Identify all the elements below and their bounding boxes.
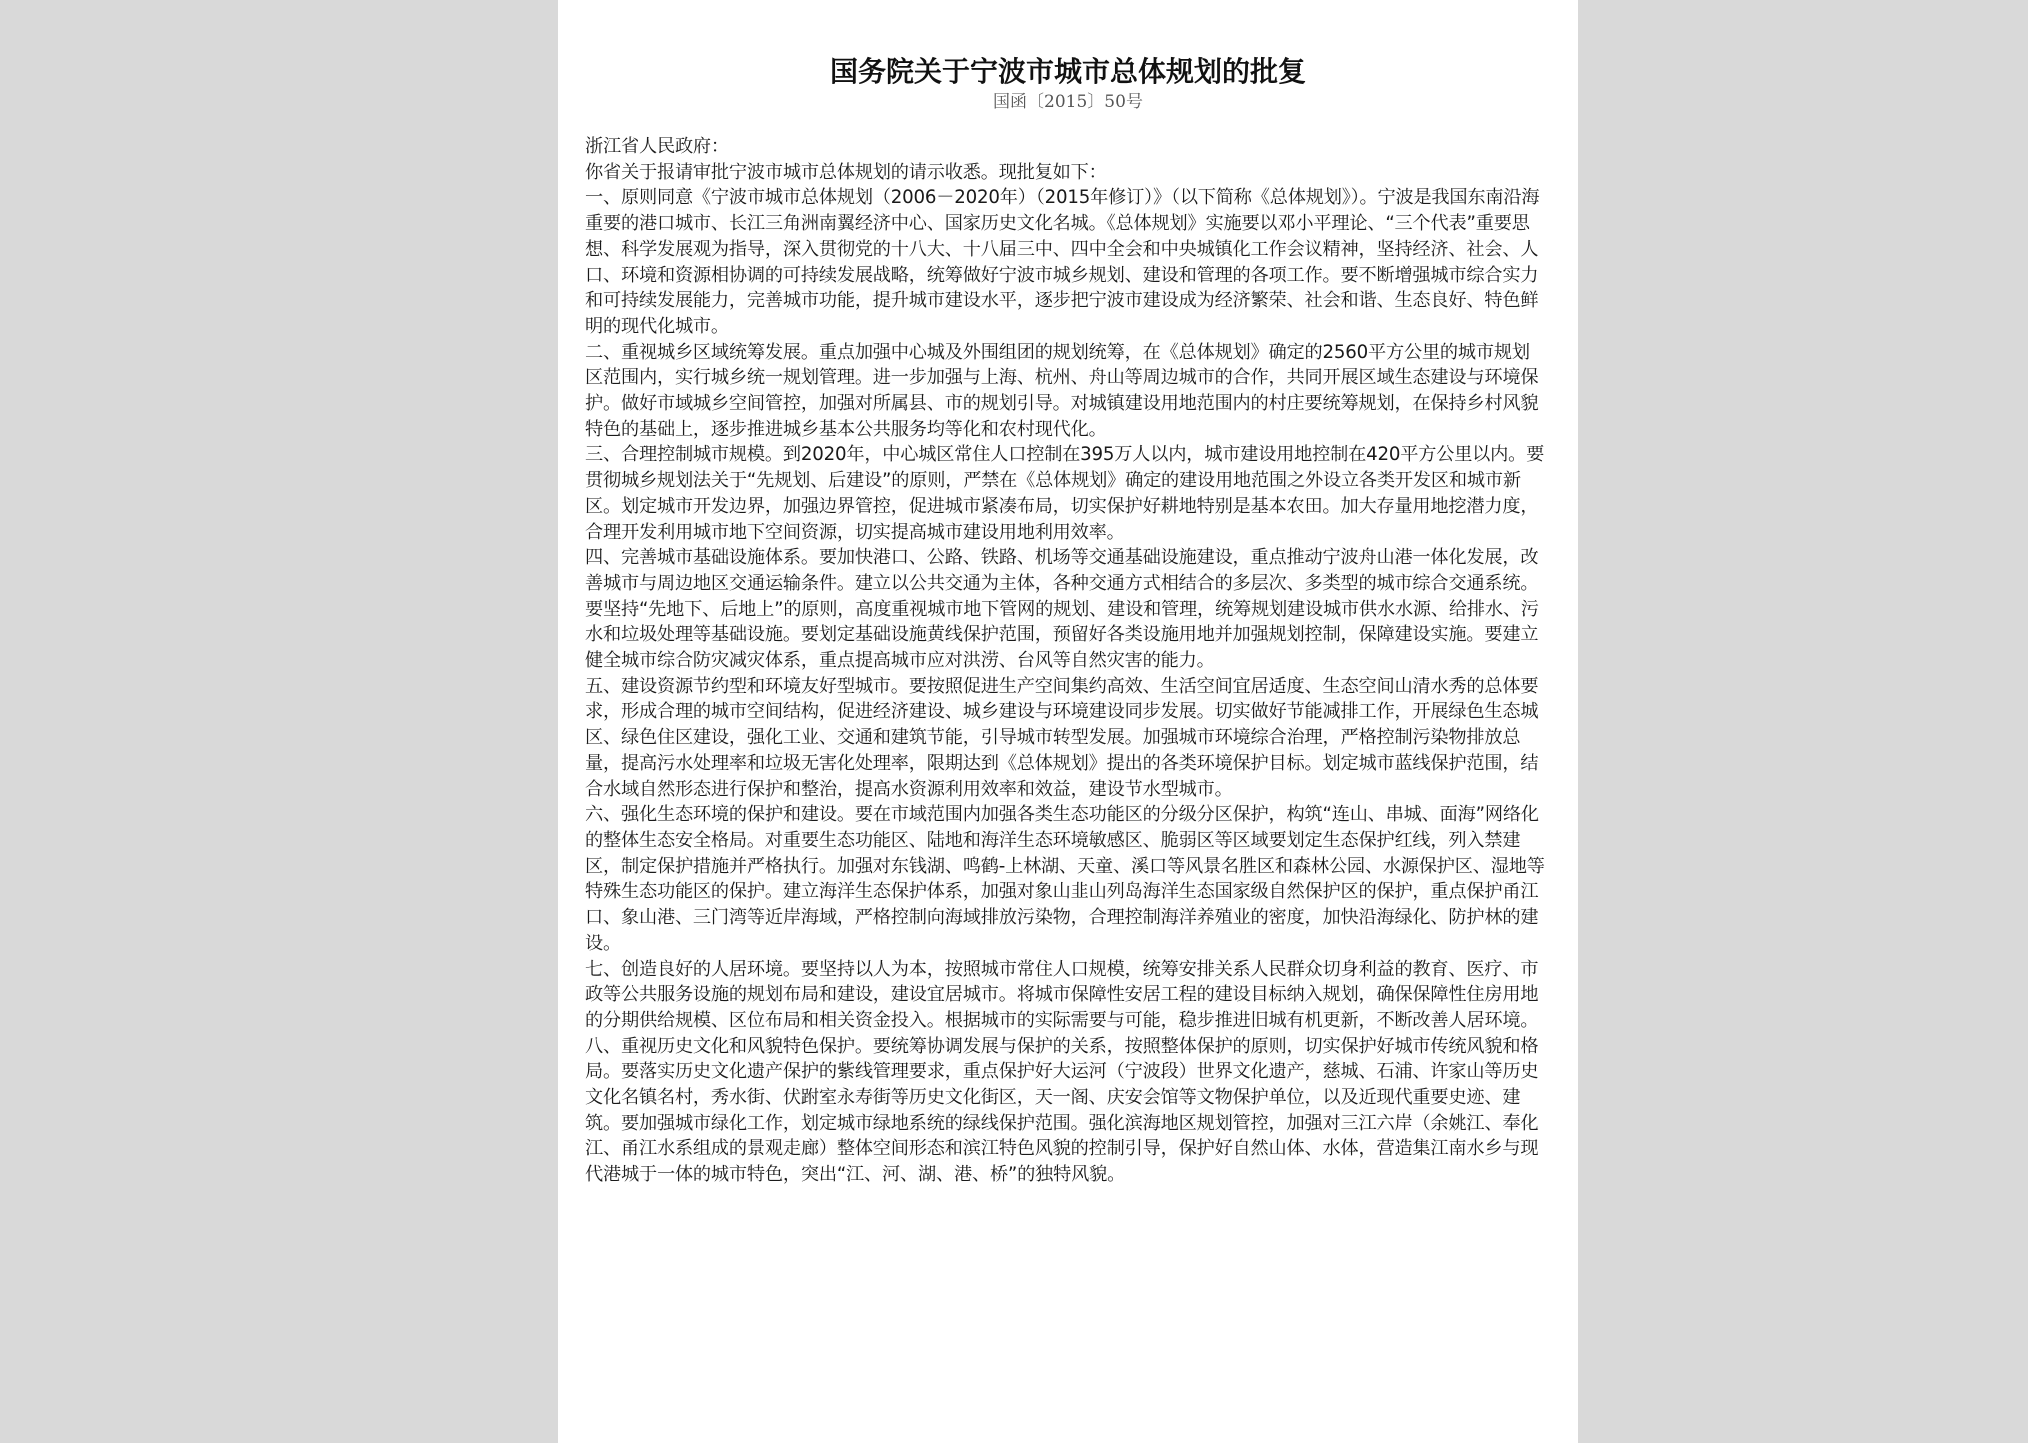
body-paragraph: 五、建设资源节约型和环境友好型城市。要按照促进生产空间集约高效、生活空间宜居适度、生态空间山清水秀的总体要求，形成合理的城市空间结构，促进经济建设、城乡建设与环境建设同步发展。切实做好节能减排工作，开展绿色生态城区、绿色住区建设，强化工业、交通和建筑节能，引导城市转型发展。加强城市环境综合治理，严格控制污染物排放总量，提高污水处理率和垃圾无害化处理率，限期达到《总体规划》提出的各类环境保护目标。划定城市蓝线保护范围，结合水域自然形态进行保护和整治，提高水资源利用效率和效益，建设节水型城市。 (585, 675, 1539, 800)
document-body (585, 134, 1547, 1188)
document-number: 国函〔2015〕50号 (993, 92, 1143, 112)
document-page (558, 0, 1578, 1443)
body-paragraph: 二、重视城乡区域统筹发展。重点加强中心城及外围组团的规划统筹，在《总体规划》确定的2560平方公里的城市规划区范围内，实行城乡统一规划管理。进一步加强与上海、杭州、舟山等周边城市的合作，共同开展区域生态建设与环境保护。做好市域城乡空间管控，加强对所属县、市的规划引导。对城镇建设用地范围内的村庄要统筹规划，在保持乡村风貌特色的基础上，逐步推进城乡基本公共服务均等化和农村现代化。 (585, 341, 1539, 440)
body-paragraph: 四、完善城市基础设施体系。要加快港口、公路、铁路、机场等交通基础设施建设，重点推动宁波舟山港一体化发展，改善城市与周边地区交通运输条件。建立以公共交通为主体，各种交通方式相结合的多层次、多类型的城市综合交通系统。要坚持“先地下、后地上”的原则，高度重视城市地下管网的规划、建设和管理，统筹规划建设城市供水水源、给排水、污水和垃圾处理等基础设施。要划定基础设施黄线保护范围，预留好各类设施用地并加强规划控制，保障建设实施。要建立健全城市综合防灾减灾体系，重点提高城市应对洪涝、台风等自然灾害的能力。 (585, 547, 1539, 672)
salutation: 浙江省人民政府： (585, 136, 729, 157)
body-paragraph: 你省关于报请审批宁波市城市总体规划的请示收悉。现批复如下： (585, 161, 1107, 183)
body-paragraph: 七、创造良好的人居环境。要坚持以人为本，按照城市常住人口规模，统筹安排关系人民群众切身利益的教育、医疗、市政等公共服务设施的规划布局和建设，建设宜居城市。将城市保障性安居工程的建设目标纳入规划，确保保障性住房用地的分期供给规模、区位布局和相关资金投入。根据城市的实际需要与可能，稳步推进旧城有机更新，不断改善人居环境。 (585, 958, 1539, 1031)
document-title: 国务院关于宁波市城市总体规划的批复 (829, 55, 1306, 88)
body-paragraph: 八、重视历史文化和风貌特色保护。要统筹协调发展与保护的关系，按照整体保护的原则，切实保护好城市传统风貌和格局。要落实历史文化遗产保护的紫线管理要求，重点保护好大运河（宁波段）世界文化遗产，慈城、石浦、许家山等历史文化名镇名村，秀水街、伏跗室永寿街等历史文化街区，天一阁、庆安会馆等文物保护单位，以及近现代重要史迹、建筑。要加强城市绿化工作，划定城市绿地系统的绿线保护范围。强化滨海地区规划管控，加强对三江六岸（余姚江、奉化江、甬江水系组成的景观走廊）整体空间形态和滨江特色风貌的控制引导，保护好自然山体、水体，营造集江南水乡与现代港城于一体的城市特色，突出“江、河、湖、港、桥”的独特风貌。 (585, 1035, 1539, 1186)
body-paragraph: 三、合理控制城市规模。到2020年，中心城区常住人口控制在395万人以内，城市建设用地控制在420平方公里以内。要贯彻城乡规划法关于“先规划、后建设”的原则，严禁在《总体规划》确定的建设用地范围之外设立各类开发区和城市新区。划定城市开发边界，加强边界管控，促进城市紧凑布局，切实保护好耕地特别是基本农田。加大存量用地挖潜力度，合理开发利用城市地下空间资源，切实提高城市建设用地利用效率。 (585, 444, 1545, 543)
body-paragraph: 六、强化生态环境的保护和建设。要在市域范围内加强各类生态功能区的分级分区保护，构筑“连山、串城、面海”网络化的整体生态安全格局。对重要生态功能区、陆地和海洋生态环境敏感区、脆弱区等区域要划定生态保护红线，列入禁建区，制定保护措施并严格执行。加强对东钱湖、鸣鹤-上林湖、天童、溪口等风景名胜区和森林公园、水源保护区、湿地等特殊生态功能区的保护。建立海洋生态保护体系，加强对象山韭山列岛海洋生态国家级自然保护区的保护，重点保护甬江口、象山港、三门湾等近岸海域，严格控制向海域排放污染物，合理控制海洋养殖业的密度，加快沿海绿化、防护林的建设。 (585, 804, 1545, 954)
body-paragraph: 一、原则同意《宁波市城市总体规划（2006－2020年）（2015年修订）》（以下简称《总体规划》）。宁波是我国东南沿海重要的港口城市、长江三角洲南翼经济中心、国家历史文化名城。《总体规划》实施要以邓小平理论、“三个代表”重要思想、科学发展观为指导，深入贯彻党的十八大、十八届三中、四中全会和中央城镇化工作会议精神，坚持经济、社会、人口、环境和资源相协调的可持续发展战略，统筹做好宁波市城乡规划、建设和管理的各项工作。要不断增强城市综合实力和可持续发展能力，完善城市功能，提升城市建设水平，逐步把宁波市建设成为经济繁荣、社会和谐、生态良好、特色鲜明的现代化城市。 (585, 187, 1540, 337)
